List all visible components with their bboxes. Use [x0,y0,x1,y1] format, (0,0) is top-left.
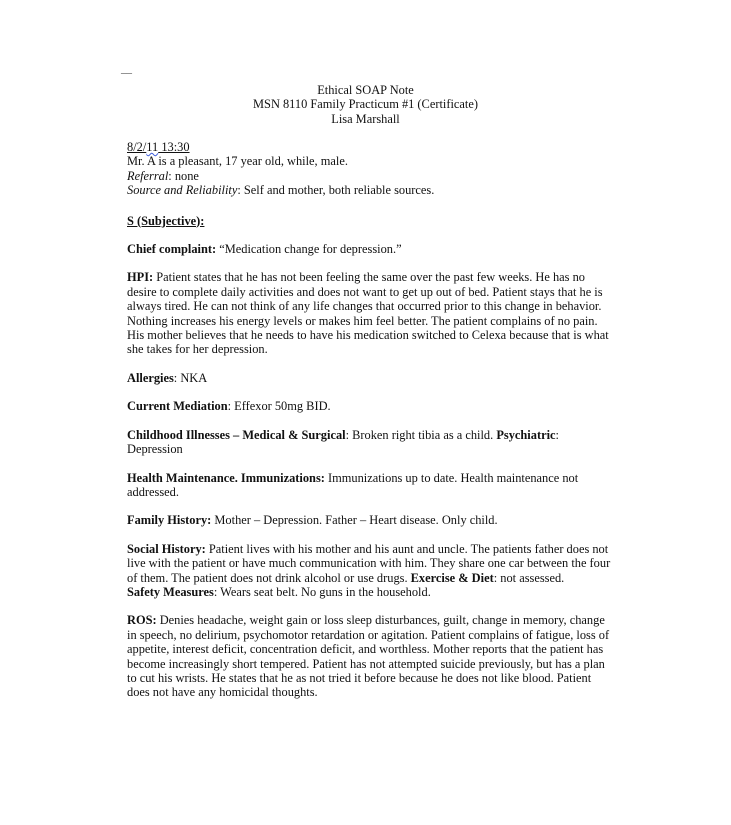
social-history-paragraph [127,542,613,585]
safety-measures-line [127,585,613,599]
referral-label: Referral [127,168,169,183]
allergies-value: : NKA [173,370,208,385]
psychiatric-label: Psychiatric [496,427,556,442]
course-name: MSN 8110 Family Practicum #1 (Certificate) [253,97,478,112]
medication-value: : Effexor 50mg BID. [227,399,331,414]
social-history-value: Patient lives with his mother and his aunt and uncle. The patients father does not live with the patient or have much communication with him. They share one car between the four of them. The patient does not drink alcohol or use drugs. [127,541,611,585]
document-header [0,83,731,126]
ros-value: Denies headache, weight gain or loss sleep disturbances, guilt, change in memory, change in speech, no delirium, psychomotor retardation or agitation. Patient complains of fatigue, loss of appetite, interest deficit, concentration deficit, and worthless. Mother reports that the patient has become increasingly short tempered. Patient has not attempted suicide previously, but has a plan to cut his wrists. He states that he as not tried it before because he does not like blood. Patient does not have any homicidal thoughts. [127,613,610,700]
allergies-section [127,371,613,385]
visit-time: 13:30 [158,140,190,154]
ros-label: ROS: [127,613,157,628]
document-title: Ethical SOAP Note [317,83,414,97]
health-maintenance-value: Immunizations up to date. Health maintenance not addressed. [127,470,579,499]
medication-label: Current Mediation [127,399,228,414]
ros-section [127,613,613,699]
exercise-diet-value: : not assessed. [493,570,565,585]
medication-section [127,399,613,413]
safety-measures-value: : Wears seat belt. No guns in the household. [213,584,431,599]
family-history-section [127,513,613,527]
health-maintenance-section [127,471,613,500]
social-history-section [127,542,613,600]
hpi-value: Patient states that he has not been feeling the same over the past few weeks. He has no desire to complete daily activities and does not want to get up out of bed. Patient stays that he is always tired. He can not think of any life changes that occurred prior to this change in behavior. Nothing increases his energy levels or makes him feel better. The patient complains of no pain. His mother believes that he needs to have his medication switched to Celexa because that is what she takes for her depression. [127,270,609,357]
childhood-illnesses-value: : Broken right tibia as a child. [345,427,497,442]
source-line [127,183,613,197]
family-history-label: Family History: [127,513,212,528]
exercise-diet-label: Exercise & Diet [410,570,494,585]
intro-block [127,140,613,198]
childhood-illnesses-section [127,428,613,457]
note-body [127,140,613,700]
header-mark: __ [121,63,132,75]
referral-value: : none [168,168,199,183]
health-maintenance-label: Health Maintenance. Immunizations: [127,470,325,485]
subjective-heading: S (Subjective): [127,213,205,228]
family-history-value: Mother – Depression. Father – Heart disease. Only child. [211,513,498,528]
chief-complaint [127,242,613,256]
source-value: : Self and mother, both reliable sources. [237,183,435,198]
author-name: Lisa Marshall [331,111,400,126]
hpi-label: HPI: [127,270,154,285]
safety-measures-label: Safety Measures [127,584,214,599]
psychiatric-value: : Depression [127,427,559,457]
referral-line [127,169,613,183]
patient-description: Mr. A is a pleasant, 17 year old, while, male. [127,154,348,169]
chief-complaint-value: “Medication change for depression.” [216,242,402,257]
chief-complaint-label: Chief complaint: [127,242,217,257]
date-year: 11 [146,140,159,154]
source-label: Source and Reliability [127,183,238,198]
childhood-illnesses-label: Childhood Illnesses – Medical & Surgical [127,427,346,442]
hpi-section [127,270,613,356]
social-history-label: Social History: [127,541,206,556]
allergies-label: Allergies [127,370,174,385]
date-prefix: 8/2/ [127,140,147,154]
date-time-line [127,140,613,154]
